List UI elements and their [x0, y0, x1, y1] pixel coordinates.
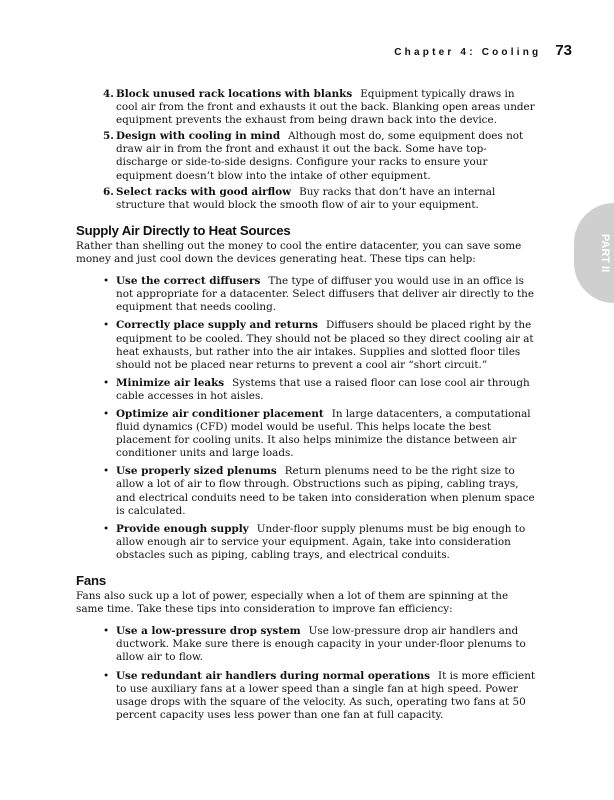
bullet-icon: • — [103, 275, 110, 288]
bullet-list — [76, 275, 536, 562]
bullet-text: Diffusers should be placed right by the equipment to be cooled. They should not be placed so they direct cooling air at heat exhausts, but rather into the air intakes. Supplies and slotted floor tiles should not be placed near returns to prevent a cool air “short circuit.” — [116, 319, 534, 371]
bullet-icon: • — [103, 319, 110, 332]
bullet-text: Use low-pressure drop air handlers and ductwork. Make sure there is enough capacity in your under-floor plenums to allow air to flow. — [116, 625, 526, 664]
chapter-label: Chapter 4: Cooling — [394, 47, 542, 58]
item-number: 5. — [103, 130, 114, 143]
item-term: Select racks with good airflow — [116, 185, 292, 198]
bullet-text: Return plenums need to be the right size to allow a lot of air to flow through. Obstructions such as piping, cabling trays, and electrical conduits need to be taken into consideration when plenum space is calculated. — [116, 465, 535, 517]
item-term: Block unused rack locations with blanks — [116, 88, 353, 100]
bullet-text: It is more efficient to use auxiliary fans at a lower speed than a single fan at high speed. Power usage drops with the square of the velocity. As such, operating two fans at 50 percent capacity uses less power than one fan at full capacity. — [116, 669, 536, 721]
item-number: 4. — [103, 88, 114, 100]
bullet-icon: • — [103, 522, 110, 535]
bullet-icon: • — [103, 465, 110, 478]
bullet-list — [76, 625, 536, 722]
bullet-item — [103, 625, 536, 664]
section-heading-fans: Fans — [76, 573, 106, 588]
item-term: Design with cooling in mind — [116, 130, 281, 143]
bullet-term: Use properly sized plenums — [116, 465, 277, 478]
numbered-list — [76, 88, 536, 212]
page-number: 73 — [555, 42, 572, 59]
section-intro: Rather than shelling out the money to cool the entire datacenter, you can save some money and just cool down the devices generating heat. These tips can help: — [76, 239, 522, 266]
bullet-item — [103, 275, 536, 314]
item-text: Equipment typically draws in cool air from the front and exhausts it out the back. Blanking open areas under equipment prevents the exhaust from being drawn back into the device. — [116, 88, 535, 127]
bullet-text: In large datacenters, a computational fluid dynamics (CFD) model would be useful. This helps locate the best placement for cooling units. It also helps minimize the distance between air conditioner units and large loads. — [116, 407, 531, 460]
item-text: Buy racks that don’t have an internal structure that would block the smooth flow of air to your equipment. — [116, 185, 496, 211]
bullet-text: The type of diffuser you would use in an office is not appropriate for a datacenter. Select diffusers that deliver air directly to the equipment that needs cooling. — [116, 275, 534, 314]
section-intro: Fans also suck up a lot of power, especially when a lot of them are spinning at the same time. Take these tips into consideration to improve fan efficiency: — [76, 590, 509, 616]
numbered-item — [103, 88, 536, 127]
bullet-term: Use redundant air handlers during normal operations — [116, 669, 430, 682]
running-header — [394, 42, 572, 59]
bullet-term: Minimize air leaks — [116, 376, 225, 389]
bullet-icon: • — [103, 669, 110, 682]
bullet-item — [103, 407, 536, 460]
bullet-icon: • — [103, 625, 110, 638]
part-tab — [574, 203, 614, 303]
item-text: Although most do, some equipment does not draw air in from the front and exhaust it out the back. Some have top-discharge or side-to-side designs. Configure your racks to ensure your equipment doesn’t blow into the intake of other equipment. — [116, 130, 524, 182]
bullet-text: Systems that use a raised floor can lose cool air through cable accesses in hot aisles. — [116, 376, 530, 402]
bullet-item — [103, 522, 536, 562]
bullet-item — [103, 465, 536, 517]
bullet-term: Optimize air conditioner placement — [116, 407, 324, 420]
section-heading-supply-air: Supply Air Directly to Heat Sources — [76, 222, 291, 238]
bullet-term: Correctly place supply and returns — [116, 319, 319, 332]
bullet-term: Use the correct diffusers — [116, 275, 261, 288]
numbered-item — [103, 185, 536, 212]
bullet-text: Under-floor supply plenums must be big enough to allow enough air to service your equipment. Again, take into consideration obstacles such as piping, cabling trays, and electrical conduits. — [116, 522, 526, 561]
bullet-icon: • — [103, 376, 110, 389]
bullet-term: Provide enough supply — [116, 522, 249, 535]
page-body — [76, 88, 536, 734]
bullet-item — [103, 319, 536, 371]
item-number: 6. — [103, 185, 114, 198]
bullet-item — [103, 376, 536, 403]
part-tab-label: PART II — [599, 233, 612, 273]
bullet-term: Use a low-pressure drop system — [116, 625, 301, 638]
bullet-icon: • — [103, 407, 110, 420]
bullet-item — [103, 669, 536, 722]
numbered-item — [103, 130, 536, 182]
